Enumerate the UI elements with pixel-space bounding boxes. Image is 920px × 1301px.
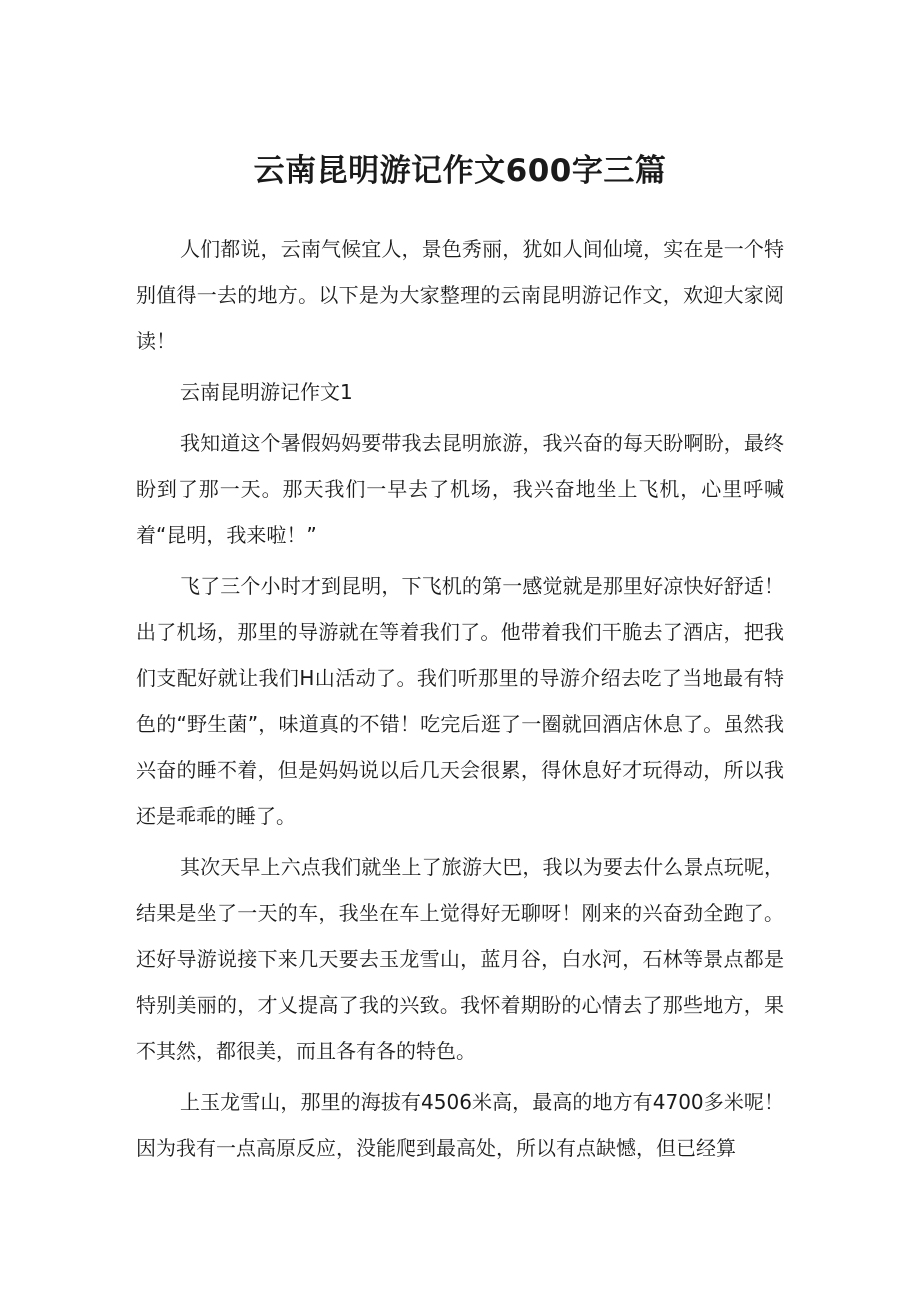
body-paragraph: 飞了三个小时才到昆明，下飞机的第一感觉就是那里好凉快好舒适！出了机场，那里的导游就在等着我们了。他带着我们干脆去了酒店，把我们支配好就让我们H山活动了。我们听那里的导游介绍去吃了当地最有特色的“野生菌”，味道真的不错！吃完后逛了一圈就回酒店休息了。虽然我兴奋的睡不着，但是妈妈说以后几天会很累，得休息好才玩得动，所以我还是乖乖的睡了。 — [136, 574, 784, 828]
body-paragraph: 我知道这个暑假妈妈要带我去昆明旅游，我兴奋的每天盼啊盼，最终盼到了那一天。那天我们一早去了机场，我兴奋地坐上飞机，心里呼喊着“昆明，我来啦！” — [136, 431, 784, 547]
section-heading: 云南昆明游记作文1 — [180, 380, 353, 404]
document-title: 云南昆明游记作文600字三篇 — [253, 153, 667, 189]
document-body — [136, 226, 784, 1176]
body-paragraph: 其次天早上六点我们就坐上了旅游大巴，我以为要去什么景点玩呢，结果是坐了一天的车，我坐在车上觉得好无聊呀！刚来的兴奋劲全跑了。还好导游说接下来几天要去玉龙雪山，蓝月谷，白水河，石林等景点都是特别美丽的，才乂提高了我的兴致。我怀着期盼的心情去了那些地方，果不其然，都很美，而且各有各的特色。 — [136, 855, 784, 1063]
intro-paragraph: 人们都说，云南气候宜人，景色秀丽，犹如人间仙境，实在是一个特别值得一去的地方。以下是为大家整理的云南昆明游记作文，欢迎大家阅读！ — [136, 237, 784, 353]
body-paragraph: 上玉龙雪山，那里的海拔有4506米高，最高的地方有4700多米呢！因为我有一点高原反应，没能爬到最高处，所以有点缺憾，但已经算 — [136, 1090, 784, 1160]
